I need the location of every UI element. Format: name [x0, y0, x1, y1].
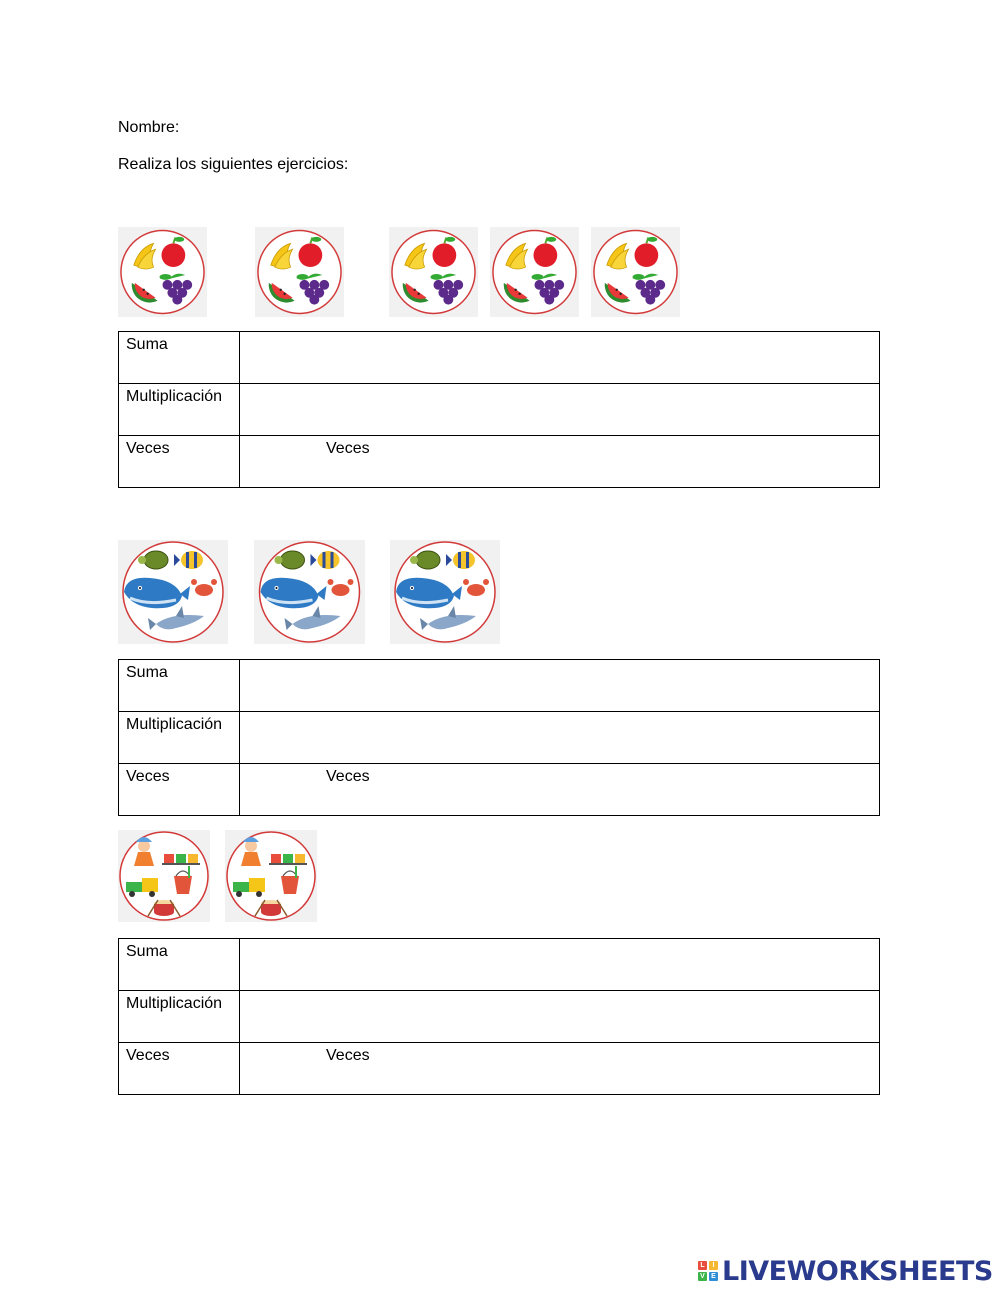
veces-label: Veces	[119, 436, 240, 488]
multiplicacion-answer-field[interactable]	[240, 712, 880, 764]
suma-label: Suma	[119, 660, 240, 712]
veces-label: Veces	[119, 764, 240, 816]
exercise-table-2	[118, 659, 880, 816]
table-row	[119, 1043, 880, 1095]
fruit-tile	[591, 227, 680, 317]
sea-animals-tile	[254, 540, 365, 644]
logo-text: LIVEWORKSHEETS	[722, 1255, 993, 1287]
fruit-tile	[389, 227, 478, 317]
table-row	[119, 764, 880, 816]
exercise-table-1	[118, 331, 880, 488]
multiplicacion-answer-field[interactable]	[240, 384, 880, 436]
suma-answer-field[interactable]	[240, 660, 880, 712]
suma-label: Suma	[119, 332, 240, 384]
fruit-tile	[255, 227, 344, 317]
multiplicacion-label: Multiplicación	[119, 712, 240, 764]
fruit-tile	[490, 227, 579, 317]
table-row	[119, 712, 880, 764]
suma-label: Suma	[119, 939, 240, 991]
exercise-table-3	[118, 938, 880, 1095]
veces-label: Veces	[119, 1043, 240, 1095]
veces-label-2: Veces	[326, 440, 370, 457]
veces-answer-field[interactable]	[240, 764, 880, 816]
veces-label-2: Veces	[326, 768, 370, 785]
table-row	[119, 332, 880, 384]
instructions: Realiza los siguientes ejercicios:	[118, 156, 349, 173]
table-row	[119, 939, 880, 991]
toys-tile	[225, 830, 317, 922]
veces-label-2: Veces	[326, 1047, 370, 1064]
toys-tile	[118, 830, 210, 922]
multiplicacion-label: Multiplicación	[119, 384, 240, 436]
logo-blocks-icon: L I V E	[698, 1261, 718, 1281]
name-label: Nombre:	[118, 119, 180, 136]
table-row	[119, 384, 880, 436]
table-row	[119, 436, 880, 488]
veces-answer-field[interactable]	[240, 1043, 880, 1095]
multiplicacion-answer-field[interactable]	[240, 991, 880, 1043]
veces-answer-field[interactable]	[240, 436, 880, 488]
suma-answer-field[interactable]	[240, 332, 880, 384]
suma-answer-field[interactable]	[240, 939, 880, 991]
sea-animals-tile	[390, 540, 500, 644]
table-row	[119, 660, 880, 712]
liveworksheets-logo	[698, 1255, 993, 1287]
table-row	[119, 991, 880, 1043]
fruit-tile	[118, 227, 207, 317]
multiplicacion-label: Multiplicación	[119, 991, 240, 1043]
sea-animals-tile	[118, 540, 228, 644]
